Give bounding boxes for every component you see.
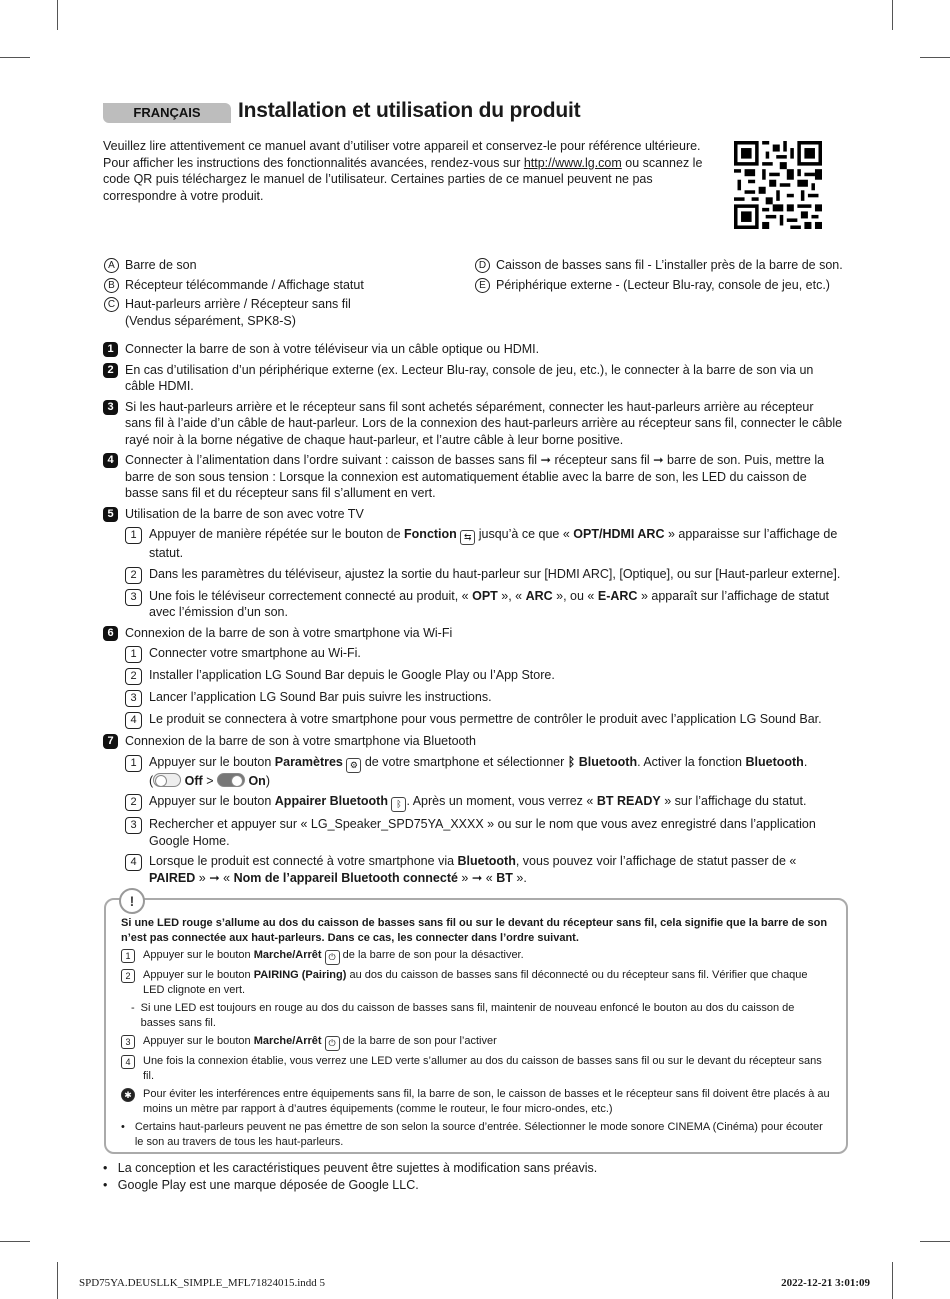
crop-mark bbox=[920, 57, 950, 58]
power-icon: ⏻ bbox=[325, 1036, 340, 1051]
step-number: 7 bbox=[103, 734, 118, 749]
note-item: 2 Appuyer sur le bouton PAIRING (Pairing) au dos du caisson de basses sans fil déconnecté ou du récepteur sans fil. Vérifier que chaque LED clignote en vert. bbox=[121, 968, 831, 998]
substep-number: 1 bbox=[125, 646, 142, 663]
step-number: 3 bbox=[103, 400, 118, 415]
step-text: Connecter la barre de son à votre téléviseur via un câble optique ou HDMI. bbox=[125, 342, 540, 356]
substep bbox=[125, 645, 843, 663]
substep-text: Lorsque le produit est connecté à votre smartphone via Bluetooth, vous pouvez voir l’affichage de statut passer de « PAIRED » ➞ « Nom de l’appareil Bluetooth connecté » ➞ « BT ». bbox=[149, 854, 797, 885]
component-list-left bbox=[104, 257, 464, 332]
substep bbox=[125, 588, 843, 621]
substep-text: Dans les paramètres du téléviseur, ajustez la sortie du haut-parleur sur [HDMI ARC], [Optique], ou sur [Haut-parleur externe]. bbox=[149, 566, 841, 581]
substep-number: 4 bbox=[125, 712, 142, 729]
step-4 bbox=[103, 452, 843, 502]
settings-gear-icon: ⚙ bbox=[346, 758, 361, 773]
component-letter: E bbox=[475, 278, 490, 293]
component-letter: A bbox=[104, 258, 119, 273]
intro-line1: Veuillez lire attentivement ce manuel avant d’utiliser votre appareil et conservez-le pour référence ultérieure. bbox=[103, 139, 701, 153]
crop-mark bbox=[892, 0, 893, 30]
substep-text: Une fois le téléviseur correctement connecté au produit, « OPT », « ARC », ou « E-ARC » apparaît sur l’affichage de statut avec l’émission d’un son. bbox=[149, 588, 830, 619]
note-dash-item: - Si une LED est toujours en rouge au dos du caisson de basses sans fil, maintenir de nouveau enfoncé le bouton au dos du caisson de basses sans fil. bbox=[131, 1002, 795, 1029]
lg-link[interactable]: http://www.lg.com bbox=[523, 155, 622, 170]
step-6 bbox=[103, 625, 843, 642]
component-item bbox=[104, 277, 464, 294]
component-text: Haut-parleurs arrière / Récepteur sans fil bbox=[125, 297, 351, 311]
footnote-item: • La conception et les caractéristiques peuvent être sujettes à modification sans préavis. bbox=[103, 1161, 598, 1175]
component-text: Caisson de basses sans fil - L’installer près de la barre de son. bbox=[496, 258, 843, 272]
qr-code-icon bbox=[734, 141, 822, 229]
substep bbox=[125, 526, 843, 562]
page-title: Installation et utilisation du produit bbox=[238, 99, 581, 122]
step-number: 4 bbox=[103, 453, 118, 468]
step-3 bbox=[103, 399, 843, 449]
component-item bbox=[104, 296, 464, 329]
substep bbox=[125, 566, 843, 584]
component-text: Récepteur télécommande / Affichage statut bbox=[125, 277, 364, 292]
note-bullet-item: • Certains haut-parleurs peuvent ne pas émettre de son selon la source d’entrée. Sélectionner le mode sonore CINEMA (Cinéma) pour écouter le son au travers de tous les haut-parleurs. bbox=[121, 1121, 823, 1148]
step-text: Si les haut-parleurs arrière et le récepteur sans fil sont achetés séparément, connecter les haut-parleurs arrière au récepteur sans fil à l’aide d’un câble de haut-parleur. Lors de la connexion des haut-parleurs arrière au récepteur sans fil, connecter le câble rayé noir à la borne négative de chaque haut-parleur, et l’autre câble à leur borne positive. bbox=[125, 399, 843, 447]
component-list-right bbox=[475, 257, 855, 296]
substep-number: 3 bbox=[125, 817, 142, 834]
component-text: Barre de son bbox=[125, 258, 197, 272]
substep-number: 3 bbox=[125, 690, 142, 707]
function-button-icon: ⇆ bbox=[460, 530, 475, 545]
substep-text: Appuyer sur le bouton Paramètres ⚙ de votre smartphone et sélectionner ᛒ Bluetooth. Activer la fonction Bluetooth. ( Off > On) bbox=[149, 754, 808, 788]
step-text: Connexion de la barre de son à votre smartphone via Bluetooth bbox=[125, 734, 476, 748]
note-item: 4 Une fois la connexion établie, vous verrez une LED verte s’allumer au dos du caisson de basses sans fil ou sur le devant du récepteur sans fil. bbox=[121, 1054, 831, 1084]
language-badge: FRANÇAIS bbox=[103, 103, 231, 123]
crop-mark bbox=[892, 1262, 893, 1299]
asterisk-icon: ✱ bbox=[121, 1088, 135, 1102]
substep-number: 3 bbox=[125, 589, 142, 606]
substep bbox=[125, 711, 843, 729]
substep-text: Rechercher et appuyer sur « LG_Speaker_SPD75YA_XXXX » ou sur le nom que vous avez enregistré dans l’application Google Home. bbox=[149, 817, 816, 848]
substep-number: 4 bbox=[125, 854, 142, 871]
substep bbox=[125, 754, 843, 790]
substep-text: Installer l’application LG Sound Bar depuis le Google Play ou l’App Store. bbox=[149, 668, 555, 682]
step-5 bbox=[103, 506, 843, 523]
step-text: Utilisation de la barre de son avec votre TV bbox=[125, 506, 364, 521]
substep-number: 2 bbox=[125, 567, 142, 584]
steps-section bbox=[103, 341, 843, 890]
step-number: 6 bbox=[103, 626, 118, 641]
note-intro: Si une LED rouge s’allume au dos du caisson de basses sans fil ou sur le devant du récepteur sans fil, cela signifie que la barre de son n’est pas connectée aux haut-parleurs. Dans ce cas, les connecter dans l’ordre suivant. bbox=[121, 917, 828, 944]
component-letter: C bbox=[104, 297, 119, 312]
note-item: 3 Appuyer sur le bouton Marche/Arrêt ⏻ de la barre de son pour l’activer bbox=[121, 1034, 831, 1051]
substep-number: 1 bbox=[125, 527, 142, 544]
component-text-2: (Vendus séparément, SPK8-S) bbox=[125, 313, 296, 328]
power-icon: ⏻ bbox=[325, 950, 340, 965]
exclamation-icon: ! bbox=[119, 888, 145, 914]
note-item-number: 3 bbox=[121, 1035, 135, 1049]
substep-text: Lancer l’application LG Sound Bar puis suivre les instructions. bbox=[149, 690, 492, 704]
component-item bbox=[475, 257, 855, 274]
footnote-item: • Google Play est une marque déposée de Google LLC. bbox=[103, 1177, 419, 1192]
note-item-number: 4 bbox=[121, 1055, 135, 1069]
substep-text: Appuyer sur le bouton Appairer Bluetooth ᛒ . Après un moment, vous verrez « BT READY » sur l’affichage du statut. bbox=[149, 793, 806, 812]
component-item bbox=[475, 277, 855, 294]
substep-number: 2 bbox=[125, 668, 142, 685]
footnotes bbox=[103, 1160, 597, 1193]
substep bbox=[125, 793, 843, 812]
note-item-number: 2 bbox=[121, 969, 135, 983]
step-text: Connecter à l’alimentation dans l’ordre suivant : caisson de basses sans fil ➞ récepteur sans fil ➞ barre de son. Puis, mettre la barre de son sous tension : Lorsque la connexion est automatiquement établie avec la barre de son, les LED du caisson de basse sans fil et du récepteur sans fil s’allument en vert. bbox=[125, 453, 825, 500]
substep-text: Le produit se connectera à votre smartphone pour vous permettre de contrôler le produit avec l’application LG Sound Bar. bbox=[149, 712, 822, 726]
substep-text: Connecter votre smartphone au Wi-Fi. bbox=[149, 646, 361, 660]
step-number: 5 bbox=[103, 507, 118, 522]
note-item-number: 1 bbox=[121, 949, 135, 963]
substep bbox=[125, 816, 843, 849]
step-7 bbox=[103, 733, 843, 750]
note-star-item: ✱ Pour éviter les interférences entre équipements sans fil, la barre de son, le caisson de basses et le récepteur sans fil doivent être placés à au moins un mètre par rapport à d’autres équipements (comme le routeur, le four micro-ondes, etc.) bbox=[121, 1087, 831, 1117]
step-1 bbox=[103, 341, 843, 358]
crop-mark bbox=[57, 1262, 58, 1299]
step-2 bbox=[103, 362, 843, 395]
note-item: 1 Appuyer sur le bouton Marche/Arrêt ⏻ de la barre de son pour la désactiver. bbox=[121, 948, 831, 965]
intro-paragraph bbox=[103, 138, 703, 204]
component-item bbox=[104, 257, 464, 274]
intro-line2a: Pour afficher les instructions des fonctionnalités avancées, rendez-vous sur bbox=[103, 155, 524, 170]
crop-mark bbox=[0, 1241, 30, 1242]
bluetooth-button-icon: ᛒ bbox=[391, 797, 406, 812]
component-letter: B bbox=[104, 278, 119, 293]
intro-line2b: ou scannez le code QR puis téléchargez le manuel de l’utilisateur. Certaines parties de ce manuel peuvent ne pas correspondre à votre produit. bbox=[103, 155, 703, 203]
step-text: Connexion de la barre de son à votre smartphone via Wi-Fi bbox=[125, 625, 453, 640]
substep bbox=[125, 667, 843, 685]
component-letter: D bbox=[475, 258, 490, 273]
substep-text: Appuyer de manière répétée sur le bouton de Fonction ⇆ jusqu’à ce que « OPT/HDMI ARC » apparaisse sur l’affichage de statut. bbox=[149, 527, 838, 560]
footer-filename: SPD75YA.DEUSLLK_SIMPLE_MFL71824015.indd 5 bbox=[79, 1277, 325, 1289]
toggle-off-icon bbox=[153, 773, 181, 787]
step-text: En cas d’utilisation d’un périphérique externe (ex. Lecteur Blu-ray, console de jeu, etc.), le connecter à la barre de son via un câble HDMI. bbox=[125, 362, 814, 393]
crop-mark bbox=[0, 57, 30, 58]
component-text: Périphérique externe - (Lecteur Blu-ray, console de jeu, etc.) bbox=[496, 277, 830, 292]
step-number: 1 bbox=[103, 342, 118, 357]
substep-number: 1 bbox=[125, 755, 142, 772]
footer-timestamp: 2022-12-21 3:01:09 bbox=[781, 1277, 870, 1289]
substep bbox=[125, 853, 843, 886]
step-number: 2 bbox=[103, 363, 118, 378]
substep bbox=[125, 689, 843, 707]
crop-mark bbox=[920, 1241, 950, 1242]
toggle-on-icon bbox=[217, 773, 245, 787]
crop-mark bbox=[57, 0, 58, 30]
note-content bbox=[121, 916, 831, 1153]
bluetooth-icon: ᛒ bbox=[567, 754, 576, 769]
substep-number: 2 bbox=[125, 794, 142, 811]
